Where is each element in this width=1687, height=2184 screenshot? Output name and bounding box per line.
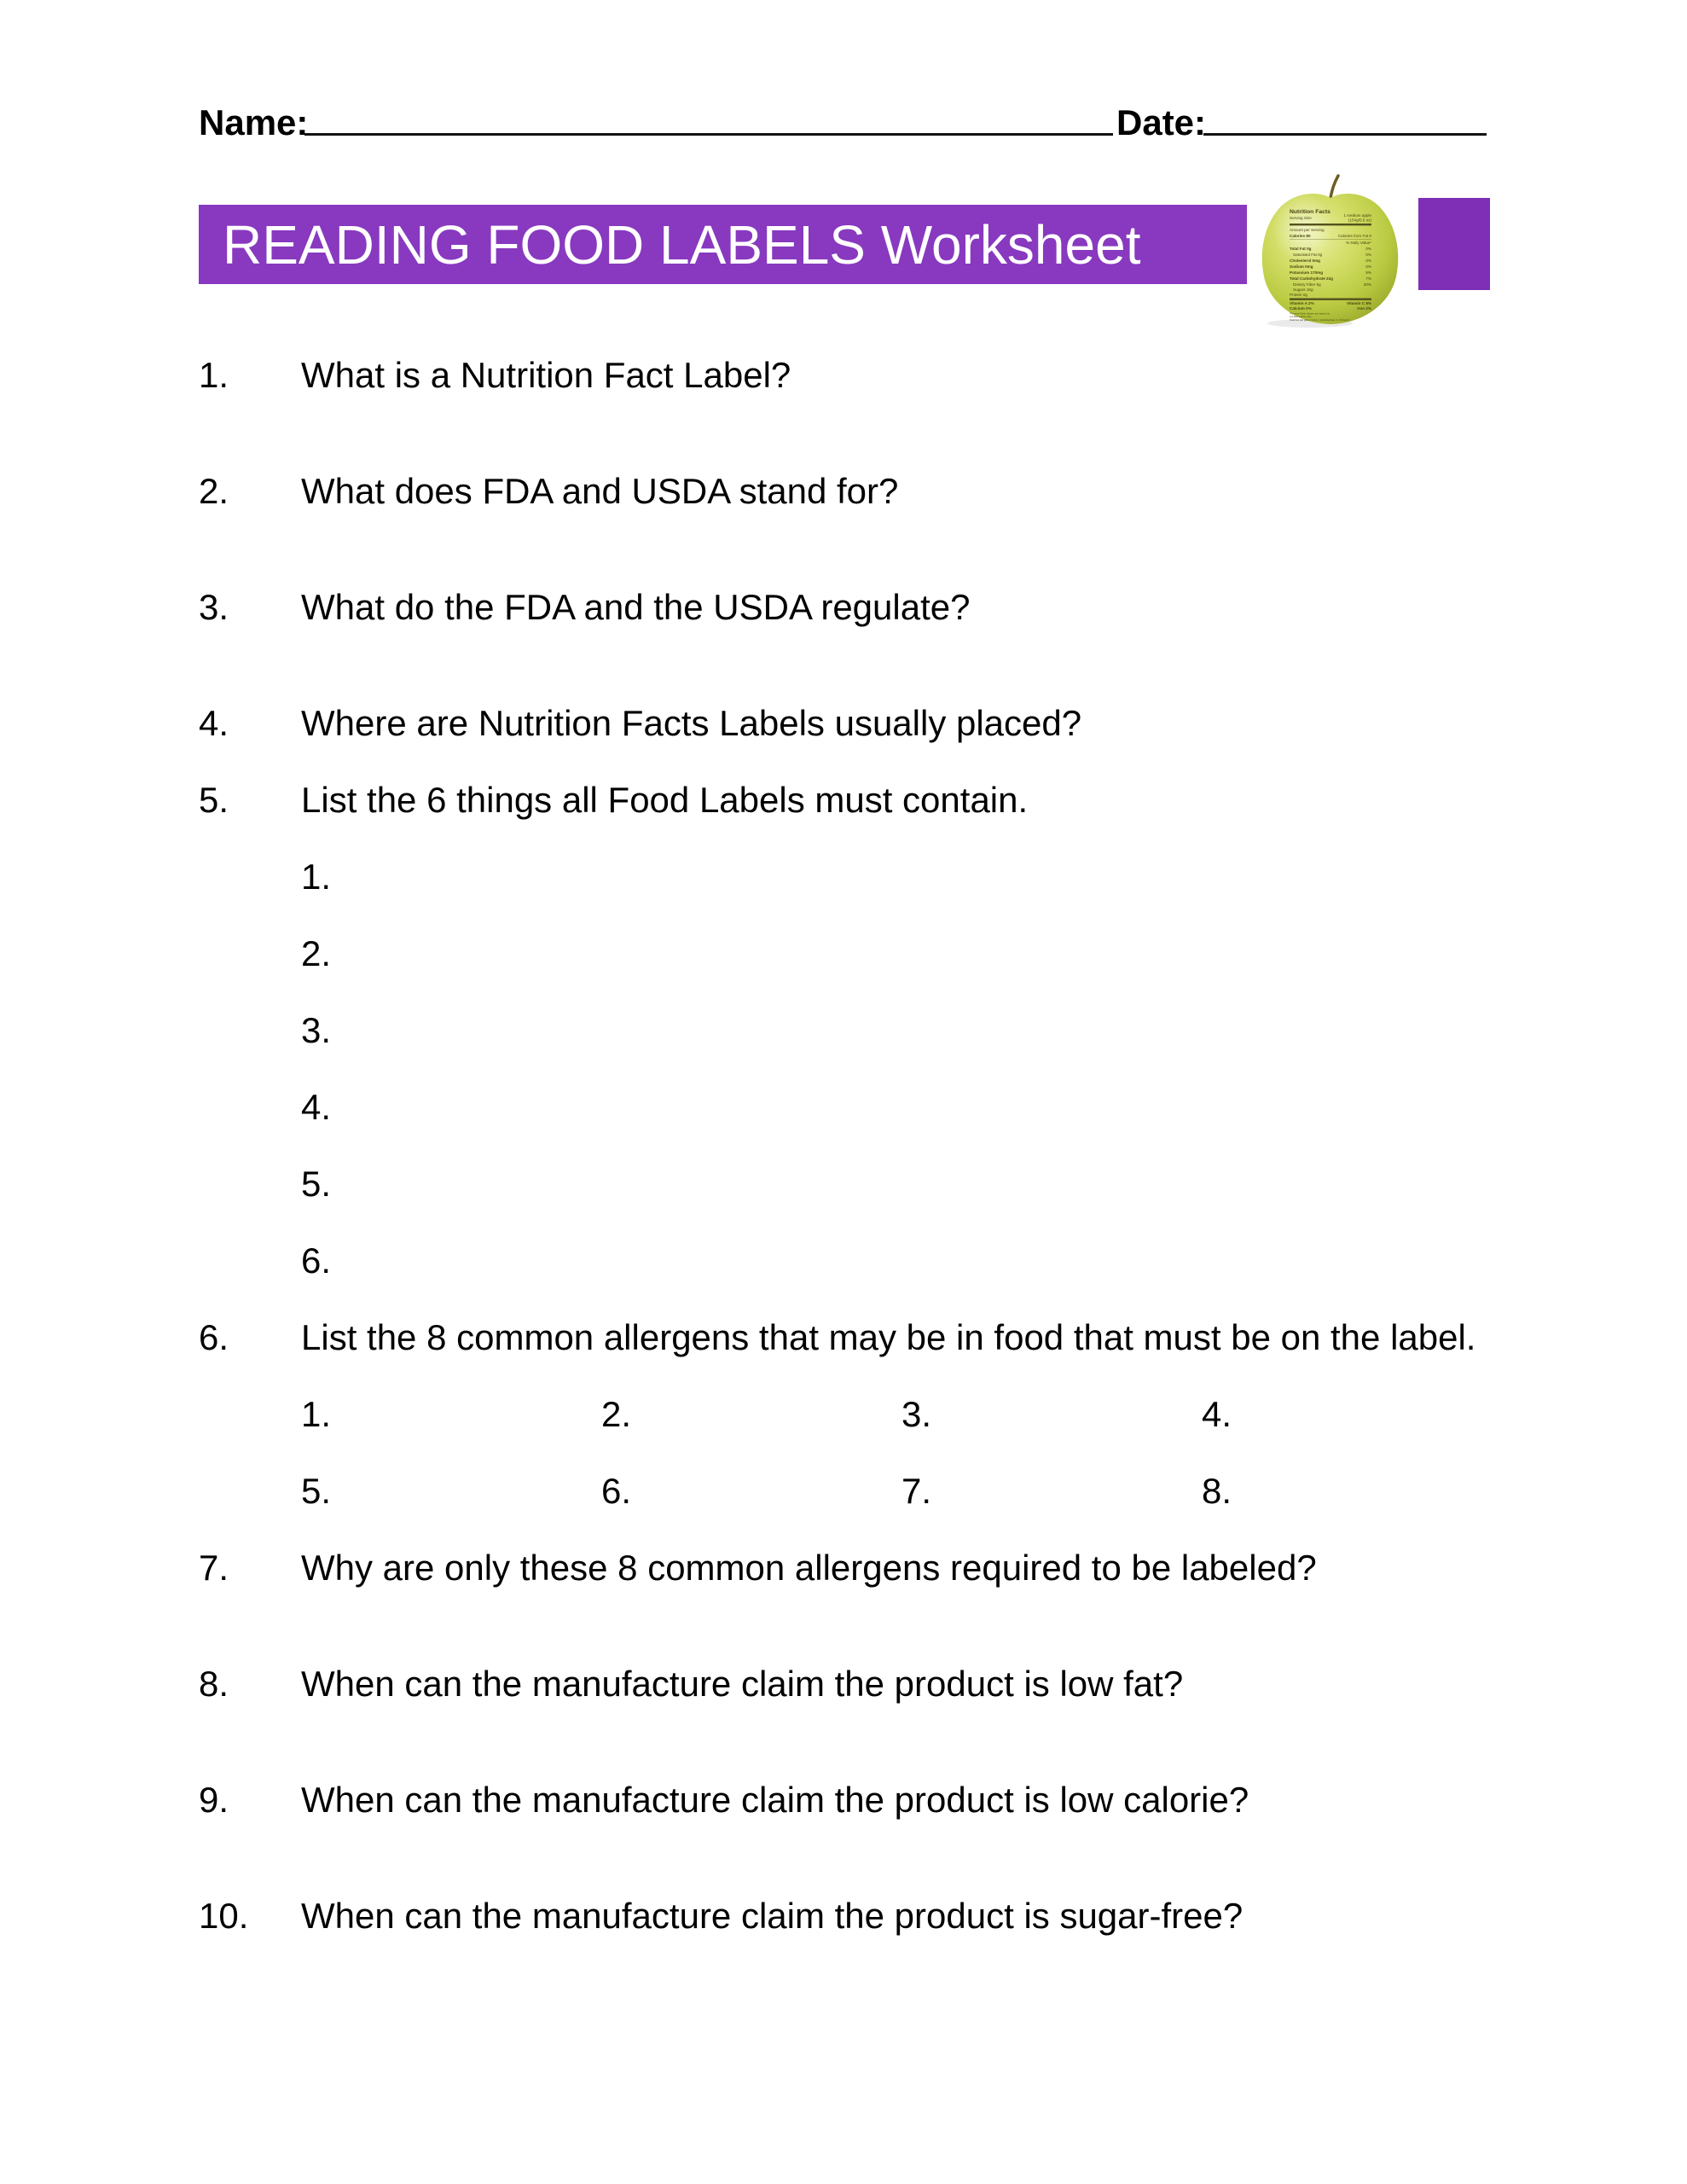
question-text: List the 8 common allergens that may be in food that must be on the label. <box>301 1317 1476 1357</box>
svg-text:Calories from Fat 0: Calories from Fat 0 <box>1337 234 1371 238</box>
svg-text:5%: 5% <box>1365 270 1371 275</box>
question-number: 5. <box>199 780 229 820</box>
svg-text:0%: 0% <box>1365 264 1371 269</box>
question-number: 9. <box>199 1780 229 1820</box>
q5-sub-item-4: 4. <box>301 1087 332 1127</box>
svg-text:Total Fat 0g: Total Fat 0g <box>1290 247 1312 251</box>
svg-text:Sodium 0mg: Sodium 0mg <box>1290 264 1313 269</box>
svg-text:Amount per Serving: Amount per Serving <box>1290 228 1325 232</box>
question-row-7 <box>199 1548 1563 1592</box>
svg-text:Sugars 16g: Sugars 16g <box>1293 288 1313 292</box>
svg-text:0%: 0% <box>1365 258 1371 263</box>
question-text: Why are only these 8 common allergens required to be labeled? <box>301 1548 1317 1588</box>
svg-text:Dietary Fiber 5g: Dietary Fiber 5g <box>1293 282 1321 287</box>
question-row-10 <box>199 1896 1563 1940</box>
svg-text:Cholesterol 0mg: Cholesterol 0mg <box>1290 258 1320 263</box>
q6-sub-item-1: 1. <box>301 1394 332 1434</box>
question-text: List the 6 things all Food Labels must contain. <box>301 780 1029 820</box>
question-row-4 <box>199 703 1563 747</box>
svg-text:Protein 0g: Protein 0g <box>1290 293 1307 297</box>
question-row-9 <box>199 1780 1563 1824</box>
svg-text:1 medium apple: 1 medium apple <box>1343 213 1371 218</box>
q6-sub-item-7: 7. <box>901 1471 932 1511</box>
question-row-6 <box>199 1317 1563 1362</box>
svg-text:a 2,000 calorie diet.: a 2,000 calorie diet. <box>1290 315 1313 318</box>
apple-nutrition-image <box>1250 172 1409 331</box>
q5-sub-item-3: 3. <box>301 1010 332 1050</box>
name-blank-line[interactable] <box>304 133 1113 136</box>
question-text: When can the manufacture claim the product is sugar-free? <box>301 1896 1244 1936</box>
question-row-5 <box>199 780 1563 824</box>
question-text: What does FDA and USDA stand for? <box>301 471 899 511</box>
question-number: 8. <box>199 1664 229 1704</box>
svg-text:(154g/5.5 oz): (154g/5.5 oz) <box>1348 218 1371 223</box>
q6-sub-item-2: 2. <box>601 1394 632 1434</box>
date-blank-line[interactable] <box>1203 133 1487 136</box>
q6-sub-item-8: 8. <box>1202 1471 1232 1511</box>
q6-sub-item-3: 3. <box>901 1394 932 1434</box>
question-row-1 <box>199 355 1563 399</box>
svg-text:Saturated Fat 0g: Saturated Fat 0g <box>1293 253 1323 257</box>
svg-text:7%: 7% <box>1365 276 1371 281</box>
q6-sub-item-5: 5. <box>301 1471 332 1511</box>
svg-text:Vitamin C 8%: Vitamin C 8% <box>1346 301 1371 305</box>
question-text: What do the FDA and the USDA regulate? <box>301 587 971 627</box>
q6-sub-item-6: 6. <box>601 1471 632 1511</box>
q5-sub-item-6: 6. <box>301 1240 332 1281</box>
svg-text:0%: 0% <box>1365 253 1371 257</box>
svg-text:% Daily Value*: % Daily Value* <box>1345 241 1371 245</box>
worksheet-title: READING FOOD LABELS Worksheet <box>223 214 1141 276</box>
question-number: 4. <box>199 703 229 743</box>
question-text: Where are Nutrition Facts Labels usually placed? <box>301 703 1082 743</box>
svg-text:*Percent Daily Values are base: *Percent Daily Values are based on <box>1290 311 1330 316</box>
question-number: 6. <box>199 1317 229 1357</box>
question-number: 7. <box>199 1548 229 1588</box>
date-label: Date: <box>1116 102 1207 142</box>
q6-sub-row-2 <box>0 1471 1687 1515</box>
svg-text:0%: 0% <box>1365 247 1371 251</box>
name-label: Name: <box>199 102 309 142</box>
svg-text:Serving Size: Serving Size <box>1290 216 1312 220</box>
question-number: 10. <box>199 1896 249 1936</box>
q5-sub-item-1: 1. <box>301 857 332 897</box>
q5-sub-item-5: 5. <box>301 1164 332 1204</box>
question-row-2 <box>199 471 1563 515</box>
svg-text:20%: 20% <box>1363 282 1371 287</box>
svg-text:Calories 80: Calories 80 <box>1290 234 1311 238</box>
question-row-3 <box>199 587 1563 631</box>
question-number: 3. <box>199 587 229 627</box>
svg-text:Iron 2%: Iron 2% <box>1357 306 1371 311</box>
svg-text:Potassium 170mg: Potassium 170mg <box>1290 270 1324 275</box>
q5-sub-item-2: 2. <box>301 933 332 973</box>
svg-text:Calcium 0%: Calcium 0% <box>1290 306 1312 311</box>
apple-stem-icon <box>1330 176 1338 198</box>
title-banner <box>199 205 1247 284</box>
purple-accent-square <box>1418 198 1490 290</box>
question-number: 1. <box>199 355 229 395</box>
question-text: When can the manufacture claim the product is low fat? <box>301 1664 1184 1704</box>
question-row-8 <box>199 1664 1563 1708</box>
svg-text:Vitamin A 2%: Vitamin A 2% <box>1290 301 1314 305</box>
q6-sub-row-1 <box>0 1394 1687 1438</box>
svg-text:Total Carbohydrate 22g: Total Carbohydrate 22g <box>1290 276 1333 281</box>
question-text: When can the manufacture claim the product is low calorie? <box>301 1780 1249 1820</box>
question-text: What is a Nutrition Fact Label? <box>301 355 791 395</box>
q6-sub-item-4: 4. <box>1202 1394 1232 1434</box>
apple-label-title: Nutrition Facts <box>1290 209 1330 215</box>
question-number: 2. <box>199 471 229 511</box>
svg-text:Calories per gram: Fat 9 • Car: Calories per gram: Fat 9 • Carbohydrate 4 • Protein 4 <box>1290 318 1350 322</box>
